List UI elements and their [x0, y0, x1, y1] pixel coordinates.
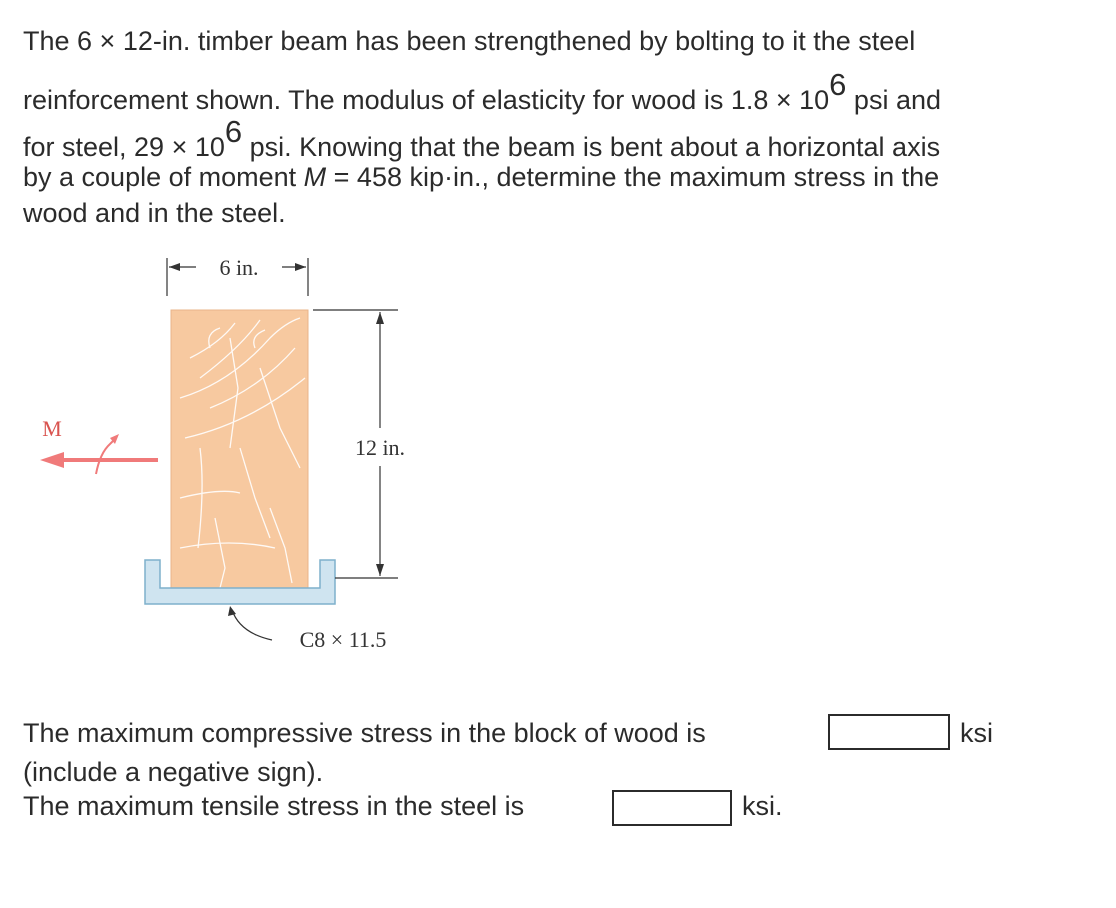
problem-line-3-text: for steel, 29 × 10 [23, 132, 225, 162]
moment-symbol: M [303, 162, 327, 192]
problem-line-5: wood and in the steel. [23, 198, 286, 228]
moment-label: M [42, 416, 62, 441]
width-label: 6 in. [219, 255, 259, 280]
channel-label: C8 × 11.5 [299, 627, 387, 652]
wood-stress-unit: ksi [960, 718, 993, 748]
steel-stress-unit: ksi. [742, 791, 783, 821]
problem-line-4 [23, 164, 939, 191]
wood-stress-note: (include a negative sign). [23, 757, 324, 787]
problem-line-2-text: reinforcement shown. The modulus of elasticity for wood is 1.8 × 10 [23, 85, 830, 115]
problem-line-2 [23, 67, 941, 115]
beam-figure [30, 248, 450, 668]
problem-line-3 [23, 114, 941, 162]
problem-line-1: The 6 × 12-in. timber beam has been strengthened by bolting to it the steel [23, 26, 916, 56]
height-label: 12 in. [354, 435, 406, 460]
problem-line-4-text: by a couple of moment [23, 162, 304, 192]
problem-line-4-tail: = 458 kip·in., determine the maximum stress in the [326, 162, 940, 192]
beam-diagram [30, 248, 450, 668]
channel-callout [228, 606, 386, 652]
wood-block [171, 310, 308, 588]
exponent: 6 [224, 114, 243, 149]
wood-stress-prompt: The maximum compressive stress in the block of wood is [23, 718, 706, 748]
steel-stress-input[interactable] [612, 790, 732, 826]
height-dimension [313, 310, 405, 578]
problem-line-2-tail: psi and [846, 85, 941, 115]
exponent: 6 [829, 67, 847, 102]
problem-line-3-tail: psi. Knowing that the beam is bent about a horizontal axis [242, 132, 941, 162]
width-dimension [167, 255, 308, 296]
moment-arrow [40, 416, 158, 474]
steel-stress-prompt: The maximum tensile stress in the steel is [23, 791, 525, 821]
wood-stress-input[interactable] [828, 714, 950, 750]
